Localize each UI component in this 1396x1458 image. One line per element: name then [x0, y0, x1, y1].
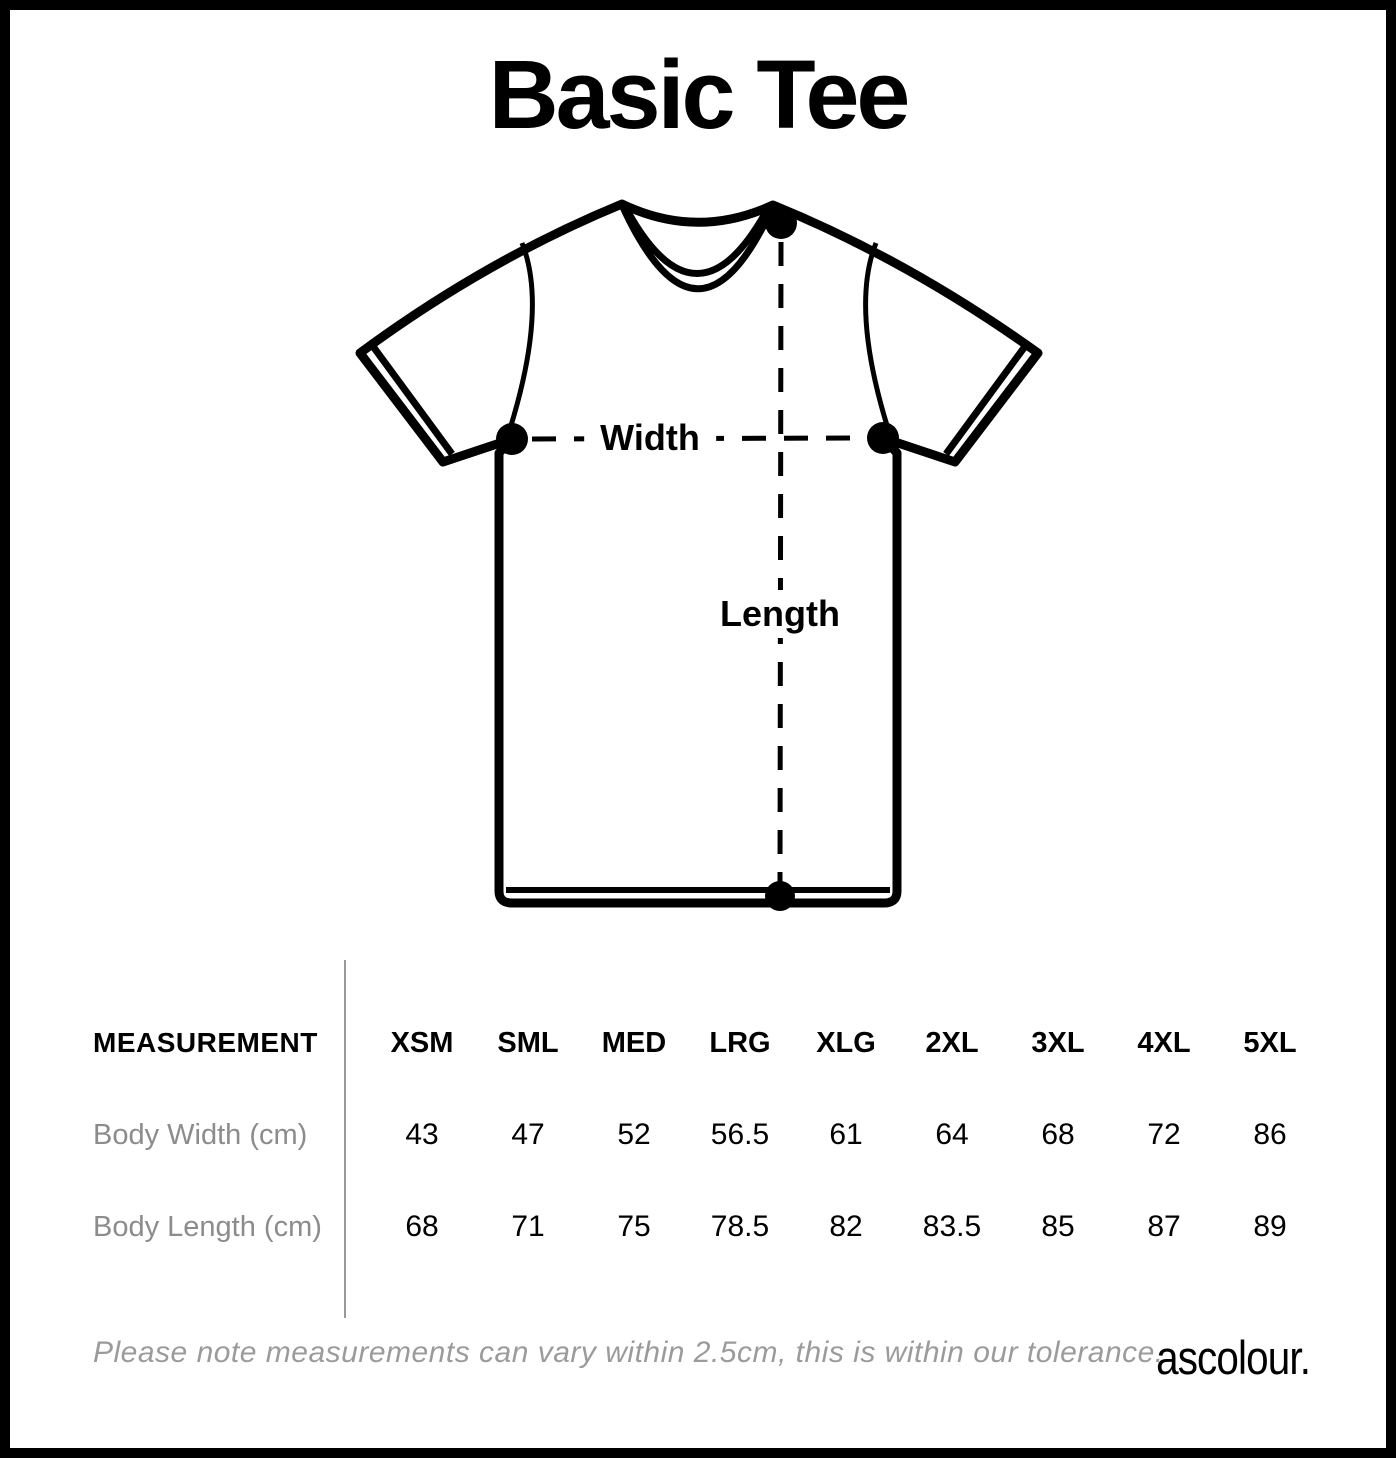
- size-header-cell: MED: [601, 1026, 667, 1059]
- value-cell: 68: [405, 1210, 439, 1243]
- tshirt-illustration: [330, 190, 1070, 930]
- value-cell: 71: [511, 1210, 545, 1243]
- size-header-cell: LRG: [709, 1026, 771, 1059]
- shoulder-point-dot: [765, 207, 797, 239]
- value-cell: 75: [617, 1210, 651, 1243]
- table-row-body-length: [10, 1197, 1386, 1257]
- size-header-cell: 2XL: [925, 1026, 979, 1059]
- value-cell: 68: [1041, 1118, 1075, 1151]
- hem-point-dot: [765, 881, 795, 911]
- value-cell: 43: [405, 1118, 439, 1151]
- table-row-body-width: [10, 1105, 1386, 1165]
- size-header-cell: 4XL: [1137, 1026, 1191, 1059]
- value-cell: 47: [511, 1118, 545, 1151]
- tolerance-note: Please note measurements can vary within 2.5cm, this is within our tolerance.: [93, 1336, 1164, 1369]
- size-header-cell: 3XL: [1031, 1026, 1085, 1059]
- brand-logo: ascolour.: [1155, 1331, 1310, 1384]
- measurement-header: MEASUREMENT: [93, 1027, 318, 1058]
- value-cell: 82: [829, 1210, 863, 1243]
- row-label: Body Width (cm): [93, 1118, 308, 1151]
- size-header-cell: 5XL: [1243, 1026, 1297, 1059]
- value-cell: 72: [1147, 1118, 1181, 1151]
- value-cell: 87: [1147, 1210, 1181, 1243]
- value-cell: 64: [935, 1118, 969, 1151]
- table-header-row: [10, 1013, 1386, 1073]
- value-cell: 52: [617, 1118, 651, 1151]
- value-cell: 86: [1253, 1118, 1287, 1151]
- size-header-cell: SML: [497, 1026, 559, 1059]
- value-cell: 56.5: [710, 1118, 770, 1151]
- value-cell: 61: [829, 1118, 863, 1151]
- size-header-cells: [369, 1027, 1323, 1060]
- page-title: Basic Tee: [488, 40, 908, 149]
- tshirt-silhouette: [360, 204, 1038, 903]
- value-cell: 89: [1253, 1210, 1287, 1243]
- row-label: Body Length (cm): [93, 1210, 322, 1243]
- armpit-dot-right: [867, 422, 899, 454]
- size-header-cell: XLG: [816, 1026, 876, 1059]
- armpit-dot-left: [496, 423, 528, 455]
- row-value-cells: [369, 1210, 1323, 1244]
- row-value-cells: [369, 1118, 1323, 1152]
- value-cell: 78.5: [710, 1210, 770, 1243]
- width-dimension-label: Width: [584, 416, 716, 460]
- size-header-cell: XSM: [390, 1026, 454, 1059]
- value-cell: 85: [1041, 1210, 1075, 1243]
- tshirt-diagram: [330, 190, 1070, 930]
- value-cell: 83.5: [922, 1210, 982, 1243]
- length-dimension-label: Length: [710, 590, 850, 638]
